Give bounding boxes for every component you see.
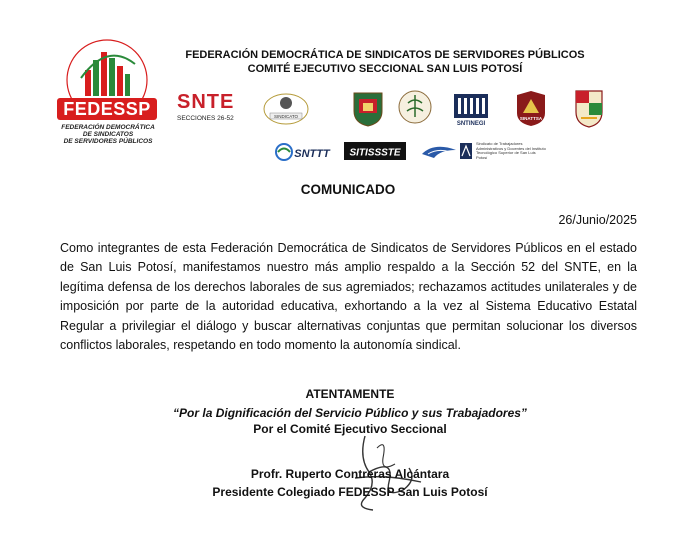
signatory-name: Profr. Ruperto Contreras Alcántara bbox=[250, 467, 450, 481]
crest-logo-1 bbox=[350, 89, 386, 127]
sitmtc-logo-text: Sindicato de Trabajadores Administrativos y Docentes del Instituto Tecnológico Superior de San Luis Potosí bbox=[476, 141, 546, 160]
closing-committee: Por el Comité Ejecutivo Seccional bbox=[253, 422, 447, 436]
document-date: 26/Junio/2025 bbox=[558, 213, 637, 227]
signatory-role: Presidente Colegiado FEDESSP San Luis Potosí bbox=[212, 485, 488, 499]
snttt-logo-text: SNTTT bbox=[294, 148, 330, 160]
sntinegi-logo bbox=[452, 92, 490, 128]
sinattsa-logo-text: SINATTSA bbox=[519, 116, 543, 121]
building-bars-graphic bbox=[81, 52, 135, 96]
snte-logo bbox=[177, 92, 241, 124]
bird-logo bbox=[420, 140, 458, 162]
sitissste-logo bbox=[343, 140, 407, 162]
sindicato-logo-text: SINDICATO bbox=[273, 114, 299, 119]
fedessp-logo bbox=[57, 36, 159, 144]
closing-atentamente: ATENTAMENTE bbox=[305, 387, 395, 401]
sinattsa-logo bbox=[513, 89, 549, 127]
sindicato-logo bbox=[262, 91, 310, 127]
snttt-logo bbox=[274, 141, 332, 163]
crest-logo-3 bbox=[573, 88, 605, 128]
sntinegi-logo-text: SNTINEGI bbox=[456, 121, 486, 127]
snte-sections: SECCIONES 26-52 bbox=[177, 115, 234, 122]
closing-motto: “Por la Dignificación del Servicio Público y sus Trabajadores” bbox=[173, 406, 527, 420]
sitmtc-logo bbox=[459, 140, 547, 162]
sitissste-logo-text: SITISSSTE bbox=[349, 147, 401, 159]
document-heading: COMUNICADO bbox=[300, 182, 396, 197]
fedessp-logo-subtitle: FEDERACIÓN DEMOCRÁTICA DE SINDICATOS DE SERVIDORES PÚBLICOS bbox=[61, 124, 155, 145]
document-body: Como integrantes de esta Federación Democrática de Sindicatos de Servidores Públicos en el estado de San Luis Potosí, manifestamos nuestro más amplio respaldo a la Sección 52 del SNTE, en la legítima defensa de los derechos laborales de sus agremiados; rechazamos actitudes unilaterales y de imposición por parte de la autoridad educativa, exhortando a la vez al Sistema Educativo Estatal Regular a privilegiar el diálogo y buscar alternativas conjuntas que permitan solucionar los diversos conflictos laborales, respetando en todo momento la autonomía sindical. bbox=[60, 241, 637, 353]
snte-logo-text: SNTE bbox=[177, 91, 235, 113]
federation-title: FEDERACIÓN DEMOCRÁTICA DE SINDICATOS DE SERVIDORES PÚBLICOS bbox=[185, 49, 585, 61]
committee-title: COMITÉ EJECUTIVO SECCIONAL SAN LUIS POTOSÍ bbox=[247, 63, 523, 75]
crest-logo-2 bbox=[398, 89, 432, 125]
fedessp-logo-name: FEDESSP bbox=[57, 98, 157, 120]
